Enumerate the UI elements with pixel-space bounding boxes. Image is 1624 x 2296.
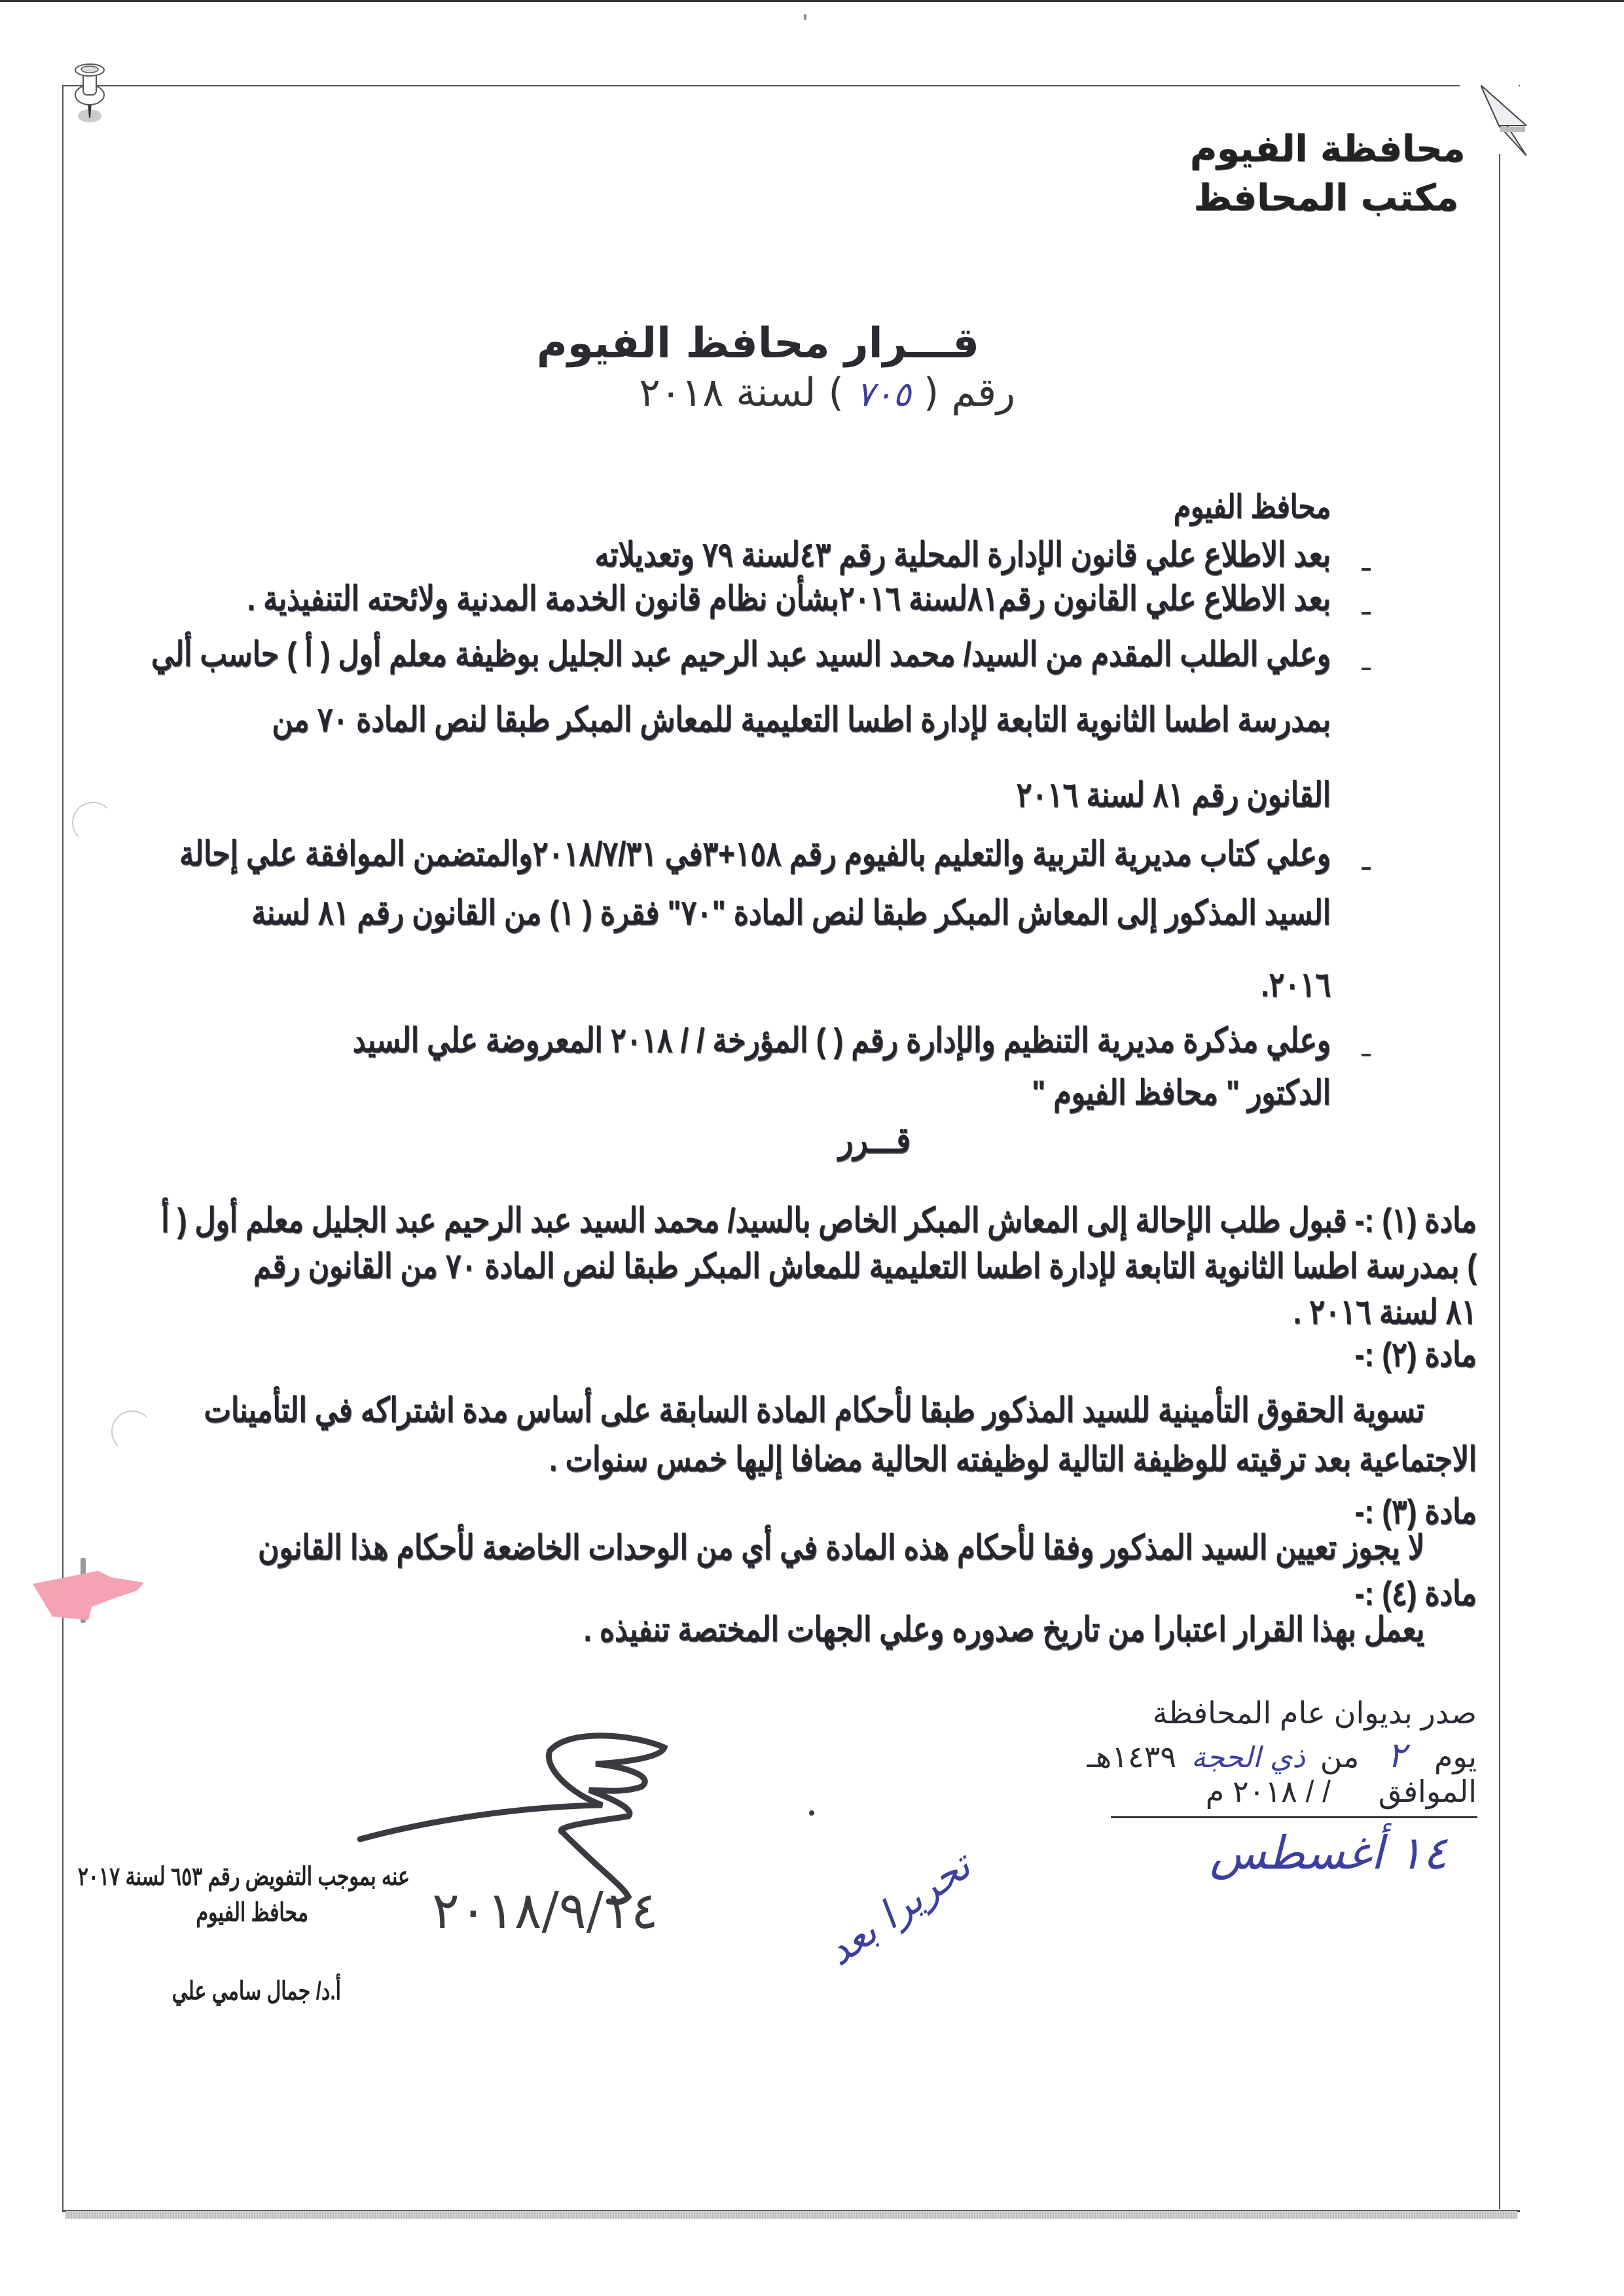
preamble-item-1: بعد الاطلاع علي قانون الإدارة المحلية رقم ٤٣لسنة ٧٩ وتعديلاته [594,536,1331,574]
article-2-line-1: تسوية الحقوق التأمينية للسيد المذكور طبقا لأحكام المادة السابقة على أساس مدة اشتراكه في التأمينات [204,1391,1424,1429]
signature-date-handwritten: ٢٠١٨/٩/١٤ [432,1882,659,1941]
paperclip-flag-icon [29,1558,151,1623]
letterhead-governorate: محافظة الفيوم [1189,128,1465,170]
preamble-heading: محافظ الفيوم [1173,488,1331,525]
hijri-day-handwritten: ٢ [1387,1734,1407,1776]
preamble-item-4-line-3: ٢٠١٦. [1261,966,1331,1004]
hijri-prefix: يوم [1434,1740,1477,1774]
signatory-title: محافظ الفيوم [196,1899,308,1928]
gregorian-date-line [1206,1774,1477,1809]
decree-number-close: ) [828,370,844,416]
preamble-item-2: بعد الاطلاع علي القانون رقم٨١لسنة ٢٠١٦بشأن نظام قانون الخدمة المدنية ولائحته التنفيذية . [247,580,1331,618]
decides-heading: قـــرر [838,1120,911,1160]
article-1-line-3: ٨١ لسنة ٢٠١٦ . [1293,1293,1477,1331]
letterhead-office: مكتب المحافظ [1193,177,1458,219]
article-4-label: مادة (٤) :- [1354,1575,1477,1613]
bullet-marker [1362,668,1371,670]
article-1-line-2: ) بمدرسة اطسا الثانوية التابعة لإدارة اطسا التعليمية للمعاش المبكر طبقا لنص المادة ٧٠ من القانون رقم [253,1247,1477,1285]
gregorian-value: / / ٢٠١٨ م [1205,1774,1331,1808]
delegation-line: عنه بموجب التفويض رقم ٦٥٣ لسنة ٢٠١٧ [77,1863,410,1892]
decree-year: لسنة ٢٠١٨ [639,370,816,416]
article-1-line-1: مادة (١) :- قبول طلب الإحالة إلى المعاش المبكر الخاص بالسيد/ محمد السيد عبد الرحيم عبد الجليل معلم أول ( أ [161,1202,1477,1240]
gregorian-label: الموافق [1378,1774,1477,1808]
signatory-name: أ.د/ جمال سامي علي [171,1977,341,2006]
preamble-item-4-line-2: السيد المذكور إلى المعاش المبكر طبقا لنص المادة "٧٠" فقرة ( ١) من القانون رقم ٨١ لسنة [251,894,1331,932]
issued-at: صدر بديوان عام المحافظة [1152,1696,1477,1730]
article-3-line-1: لا يجوز تعيين السيد المذكور وفقا لأحكام هذه المادة في أي من الوحدات الخاضعة لأحكام هذا القانون [258,1529,1424,1567]
handwritten-note: تحريرا بعد [818,1842,979,1975]
punch-hole-mark [111,1410,153,1452]
bullet-marker [1362,1054,1371,1056]
decree-number-prefix: رقم [951,370,1015,416]
article-3-label: مادة (٣) :- [1354,1493,1477,1531]
bullet-marker [1362,612,1371,615]
article-2-line-2: الاجتماعية بعد ترقيته للوظيفة التالية لوظيفته الحالية مضافا إليها خمس سنوات . [549,1441,1477,1479]
preamble-item-3-line-3: القانون رقم ٨١ لسنة ٢٠١٦ [1016,776,1331,814]
date-underline [1111,1816,1477,1818]
preamble-item-5-line-1: وعلي مذكرة مديرية التنظيم والإدارة رقم ( ) المؤرخة / / ٢٠١٨ المعروضة علي السيد [352,1022,1331,1060]
hijri-from: من [1320,1740,1360,1774]
article-4-line-1: يعمل بهذا القرار اعتبارا من تاريخ صدوره وعلي الجهات المختصة تنفيذه . [583,1611,1424,1649]
page-fold-icon [1481,85,1526,156]
article-2-label: مادة (٢) :- [1354,1336,1477,1374]
decree-number-handwritten: ٧٠٥ [856,375,911,414]
preamble-item-3-line-2: بمدرسة اطسا الثانوية التابعة لإدارة اطسا التعليمية للمعاش المبكر طبقا لنص المادة ٧٠ من [272,701,1331,739]
pushpin-icon [73,62,106,128]
hijri-year: ١٤٣٩هـ [1087,1740,1177,1774]
top-border [0,0,1624,2]
page-frame-right-edge [1499,154,1500,2209]
scan-mark [804,14,806,20]
decree-number-line [639,370,1015,416]
bullet-marker [1362,867,1371,870]
gregorian-handwritten: ١٤ أغسطس [1210,1826,1447,1880]
decree-number-open: ( [923,370,939,416]
hijri-month-handwritten: ذي الحجة [1191,1741,1305,1774]
hijri-date-line [1087,1734,1477,1776]
preamble-item-4-line-1: وعلي كتاب مديرية التربية والتعليم بالفيوم رقم ١٥٨+٣في ٢٠١٨/٧/٣١والمتضمن الموافقة علي إحالة [179,835,1331,873]
bullet-marker [1362,568,1371,571]
preamble-item-3-line-1: وعلي الطلب المقدم من السيد/ محمد السيد عبد الرحيم عبد الجليل بوظيفة معلم أول ( أ ) حاسب ألي [151,636,1331,673]
page-frame-shadow [65,2211,1517,2219]
preamble-item-5-line-2: الدكتور " محافظ الفيوم " [1032,1074,1331,1112]
punch-hole-mark [72,802,114,844]
decree-title: قـــرار محافظ الفيوم [536,319,979,368]
